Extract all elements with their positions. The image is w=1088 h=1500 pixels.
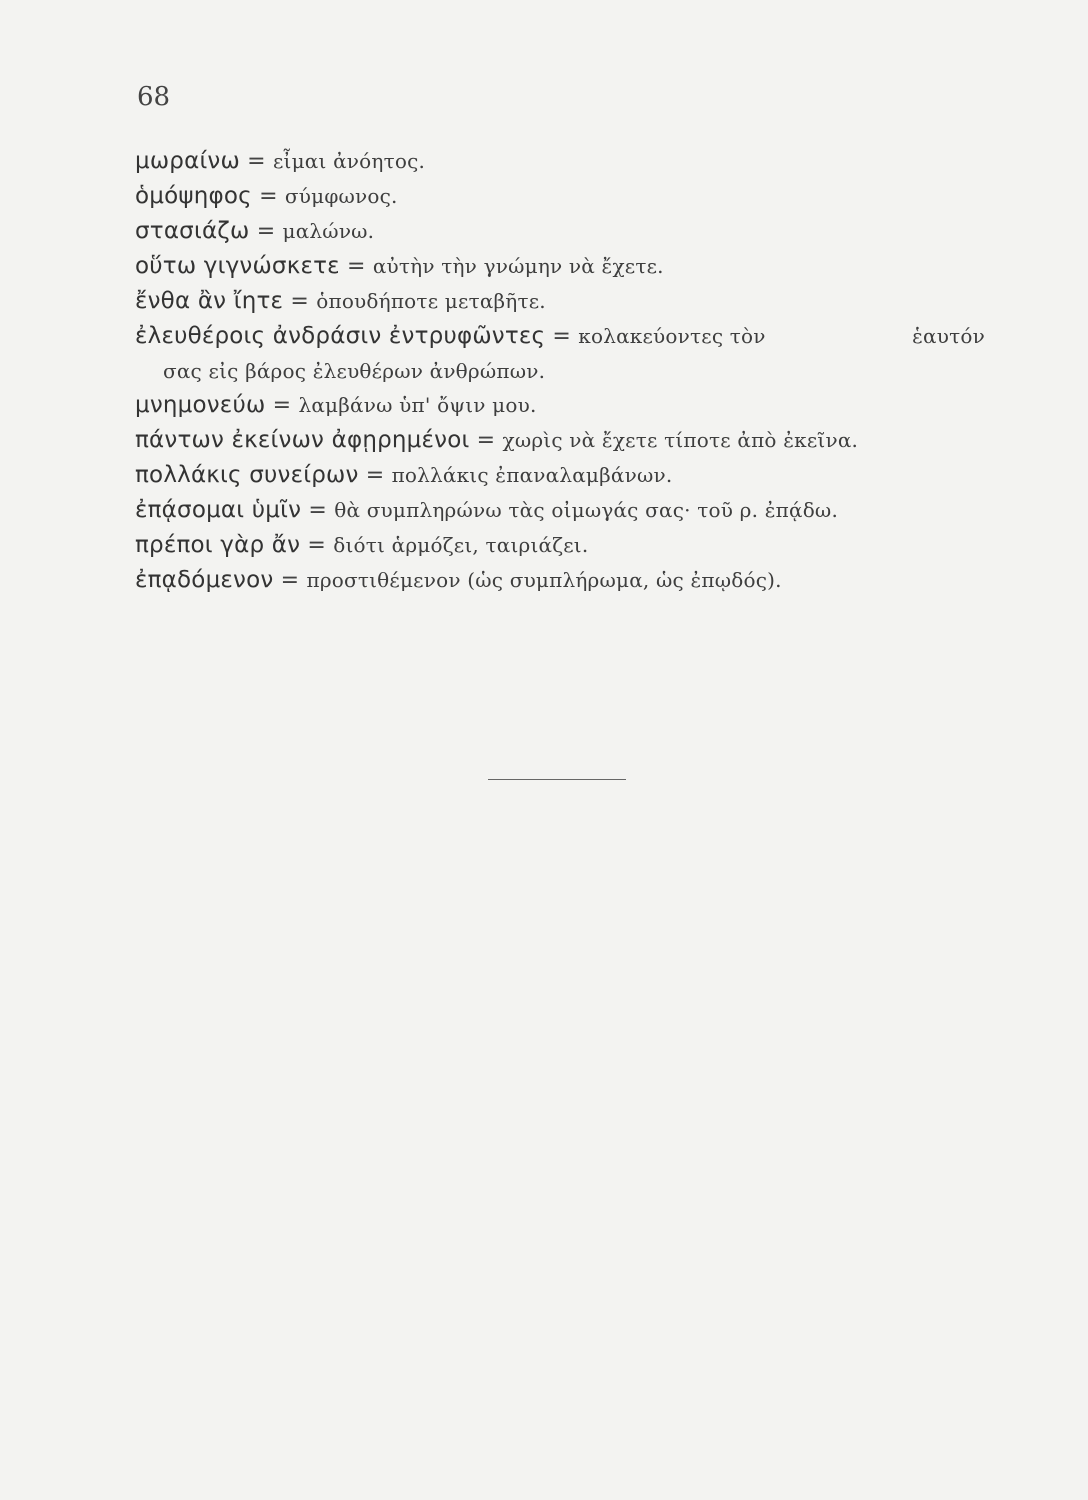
glossary-term: ἐπᾳδόμενον: [135, 567, 274, 593]
equals-sign: =: [259, 184, 278, 209]
glossary-entry: [135, 319, 985, 388]
glossary-entry: [135, 563, 985, 598]
glossary-entry: [135, 388, 985, 423]
glossary-definition: πολλάκις ἐπαναλαμβάνων.: [391, 463, 673, 487]
equals-sign: =: [290, 289, 310, 314]
equals-sign: =: [307, 533, 327, 558]
page-number: 68: [137, 82, 171, 112]
equals-sign: =: [476, 428, 496, 453]
glossary-term: μωραίνω: [135, 148, 240, 174]
glossary-term: ἐπᾴσομαι ὑμῖν: [135, 497, 302, 523]
glossary-term: μνημονεύω: [135, 392, 266, 418]
equals-sign: =: [365, 463, 385, 488]
glossary-entry: [135, 423, 985, 458]
glossary-definition: αὐτὴν τὴν γνώμην νὰ ἔχετε.: [372, 254, 664, 278]
glossary-term: πρέποι γὰρ ἄν: [135, 532, 301, 558]
equals-sign: =: [280, 568, 300, 593]
glossary-definition: ὁπουδήποτε μεταβῆτε.: [316, 289, 546, 313]
glossary-definition: λαμβάνω ὑπ' ὄψιν μου.: [298, 393, 537, 417]
glossary-definition: σύμφωνος.: [284, 184, 398, 208]
glossary-entry: [135, 249, 985, 284]
glossary-entry: [135, 493, 985, 528]
glossary-definition-end: ἑαυτόν: [912, 324, 985, 348]
glossary-definition: χωρὶς νὰ ἔχετε τίποτε ἀπὸ ἐκεῖνα.: [502, 428, 859, 452]
equals-sign: =: [256, 219, 276, 244]
glossary-definition: εἶμαι ἀνόητος.: [273, 149, 426, 173]
glossary-entry: [135, 144, 985, 179]
glossary-term: πάντων ἐκείνων ἀφῃρημένοι: [135, 427, 470, 453]
glossary-definition: μαλώνω.: [282, 219, 375, 243]
equals-sign: =: [308, 498, 327, 523]
glossary-term: ὁμόψηφος: [135, 183, 252, 209]
glossary-term: στασιάζω: [135, 218, 250, 244]
glossary-definition: κολακεύοντες τὸν: [578, 324, 766, 348]
glossary-entry: [135, 458, 985, 493]
glossary-entry-first-line: [135, 319, 985, 354]
section-end-rule: [488, 779, 626, 780]
glossary-entry-head: [135, 319, 766, 354]
glossary-entry: [135, 528, 985, 563]
equals-sign: =: [247, 149, 266, 174]
glossary-term: ἐλευθέροις ἀνδράσιν ἐντρυφῶντες: [135, 323, 546, 349]
glossary-term: οὕτω γιγνώσκετε: [135, 253, 340, 279]
glossary-list: [135, 144, 985, 598]
glossary-entry: [135, 214, 985, 249]
glossary-term: ἔνθα ἂν ἴητε: [135, 288, 284, 314]
equals-sign: =: [552, 324, 572, 349]
equals-sign: =: [346, 254, 366, 279]
glossary-term: πολλάκις συνείρων: [135, 462, 359, 488]
glossary-definition: διότι ἁρμόζει, ταιριάζει.: [333, 533, 589, 557]
glossary-entry: [135, 284, 985, 319]
glossary-definition-continuation: σας εἰς βάρος ἐλευθέρων ἀνθρώπων.: [163, 359, 546, 383]
glossary-entry: [135, 179, 985, 214]
equals-sign: =: [272, 393, 292, 418]
glossary-definition: προστιθέμενον (ὡς συμπλήρωμα, ὡς ἐπῳδός).: [306, 568, 782, 592]
glossary-definition: θὰ συμπληρώνω τὰς οἰμωγάς σας· τοῦ ρ. ἐπᾴδω.: [334, 498, 839, 522]
